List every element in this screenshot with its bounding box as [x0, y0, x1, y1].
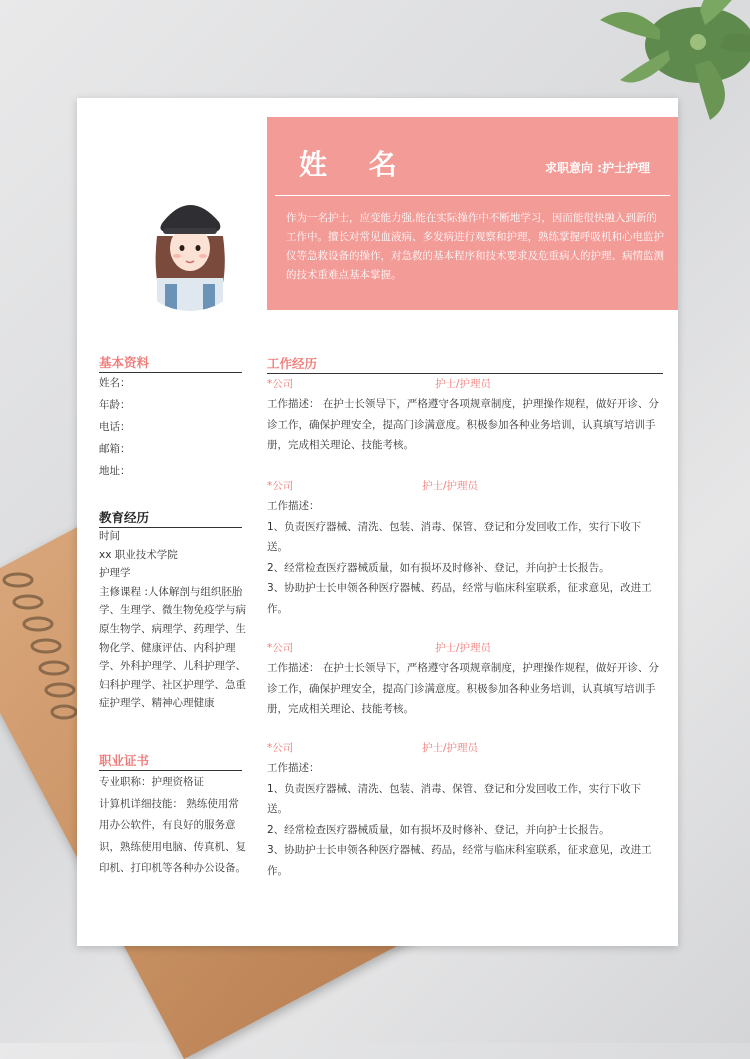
name-label: 姓名：: [99, 377, 131, 389]
job-desc-label: 工作描述：: [267, 762, 320, 774]
job-entry: [267, 478, 659, 619]
age-label: 年龄：: [99, 399, 131, 411]
education-school: xx 职业技术学院: [99, 548, 178, 561]
resume-page: [77, 98, 678, 946]
certificates-title: 职业证书: [99, 751, 242, 771]
email-label: 邮箱：: [99, 443, 131, 455]
basic-info-title: 基本资料: [99, 353, 242, 373]
job-entry: [267, 376, 659, 456]
basic-info: [99, 372, 249, 482]
cert-title-line: 专业职称：护理资格证: [99, 776, 204, 788]
education-time: 时间: [99, 530, 120, 542]
job-desc-label: 工作描述：: [267, 500, 320, 512]
job-description: [267, 758, 659, 881]
header-banner: [267, 117, 678, 310]
cert-skills-line: 计算机详细技能： 熟练使用常用办公软件，有良好的服务意识，熟练使用电脑、传真机、复印机、打印机等各种办公设备。: [99, 797, 246, 874]
job-description: 工作描述： 在护士长领导下，严格遵守各项规章制度，护理操作规程，做好开诊、分诊工作，确保护理安全，提高门诊满意度。积极参加各种业务培训，认真填写培训手册，完成相关理论、技能考核。: [267, 398, 659, 451]
job-role: 护士/护理员: [422, 742, 479, 754]
education-major: 护理学: [99, 567, 131, 580]
job-company: *公司: [267, 742, 294, 754]
job-role: 护士/护理员: [435, 642, 492, 654]
job-duty-item: 1、负责医疗器械、清洗、包装、消毒、保管、登记和分发回收工作，实行下收下送。: [267, 782, 642, 815]
job-intent: 求职意向 :护士护理: [545, 161, 650, 175]
education-courses: 主修课程 :人体解剖与组织胚胎学、生理学、微生物免疫学与病原生物学、病理学、药理学、生物化学、健康评估、内科护理学、外科护理学、儿科护理学、妇科护理学、社区护理学、急重症护理学、精神心理健康: [99, 585, 246, 710]
job-company: *公司: [267, 642, 294, 654]
job-entry: [267, 740, 659, 881]
job-duty-item: 2、经常检查医疗器械质量，如有损坏及时修补、登记，并向护士长报告。: [267, 823, 610, 836]
job-duty-item: 3、协助护士长申领各种医疗器械、药品，经常与临床科室联系，征求意见，改进工作。: [267, 582, 652, 615]
job-role: 护士/护理员: [422, 480, 479, 492]
header-divider: [275, 195, 670, 196]
address-label: 地址：: [99, 465, 131, 477]
job-entry: [267, 640, 659, 720]
job-duty-item: 1、负责医疗器械、清洗、包装、消毒、保管、登记和分发回收工作，实行下收下送。: [267, 520, 642, 553]
job-duty-item: 2、经常检查医疗器械质量，如有损坏及时修补、登记，并向护士长报告。: [267, 561, 610, 574]
avatar: [127, 186, 253, 312]
certificates-section: [99, 772, 247, 880]
education-title: 教育经历: [99, 508, 242, 528]
job-description: 工作描述： 在护士长领导下，严格遵守各项规章制度，护理操作规程，做好开诊、分诊工作，确保护理安全，提高门诊满意度。积极参加各种业务培训，认真填写培训手册，完成相关理论、技能考核。: [267, 662, 659, 715]
spiral-binding-decoration: [0, 560, 80, 750]
education-section: [99, 527, 247, 713]
phone-label: 电话：: [99, 421, 131, 433]
job-company: *公司: [267, 480, 294, 492]
work-experience-title: 工作经历: [267, 354, 663, 374]
self-summary: 作为一名护士，应变能力强,能在实际操作中不断地学习，因而能很快融入到新的工作中。擅长对常见血液病、多发病进行观察和护理，熟练掌握呼吸机和心电监护仪等急救设备的操作，对急救的基本程序和技术要求及危重病人的护理、病情监测的技术重难点基本掌握。: [286, 212, 664, 281]
job-company: *公司: [267, 378, 294, 390]
job-description: [267, 496, 659, 619]
job-role: 护士/护理员: [435, 378, 492, 390]
job-duty-item: 3、协助护士长申领各种医疗器械、药品，经常与临床科室联系，征求意见，改进工作。: [267, 844, 652, 877]
resume-name: 姓 名: [299, 148, 413, 181]
